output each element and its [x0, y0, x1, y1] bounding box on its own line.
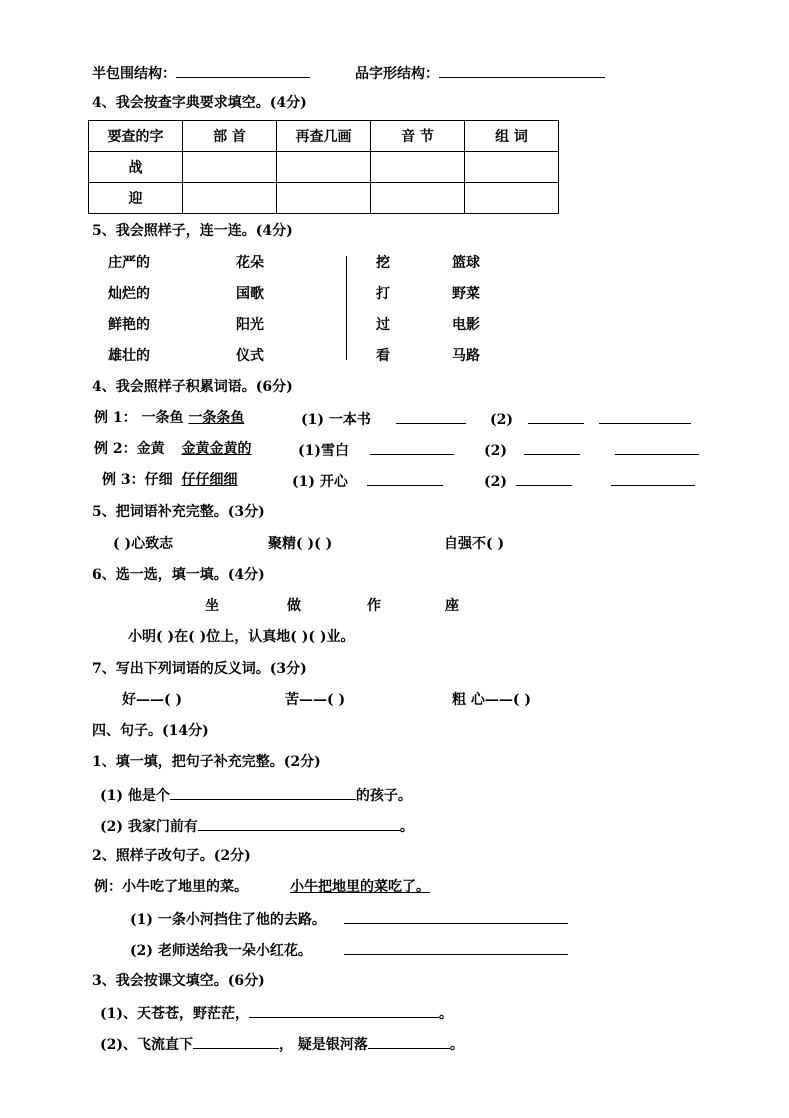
- ex2-item2: [484, 440, 699, 460]
- s1-line1: [100, 785, 412, 805]
- link-right-a-2[interactable]: 过: [376, 317, 390, 333]
- choice-1: 做: [287, 598, 301, 614]
- link-right-a-0[interactable]: 挖: [376, 255, 390, 271]
- ex3-item2: [484, 471, 695, 491]
- header-char: 要查的字: [89, 121, 183, 152]
- table-cell[interactable]: [465, 183, 559, 214]
- header-strokes: 再查几画: [277, 121, 371, 152]
- ex3-item1: [292, 471, 443, 491]
- table-cell[interactable]: [371, 152, 465, 183]
- s3-title: 3、我会按课文填空。(6分): [92, 973, 265, 989]
- s2-title: 2、照样子改句子。(2分): [92, 848, 251, 864]
- s3-line1-pre: (1)、天苍苍，野茫茫，: [100, 1006, 249, 1022]
- pin-structure-text: 品字形结构：: [355, 66, 439, 82]
- ex2-item2-blank-b[interactable]: [615, 440, 699, 455]
- s2-example-label: 例：小牛吃了地里的菜。: [94, 879, 248, 895]
- table-cell[interactable]: [371, 183, 465, 214]
- link-right-b-1[interactable]: 野菜: [452, 286, 480, 302]
- table-cell[interactable]: [183, 152, 277, 183]
- antonym-item-3[interactable]: 粗 心——( ): [452, 692, 531, 708]
- ex1-item2-blank-a[interactable]: [528, 409, 584, 424]
- table-row: [89, 183, 559, 214]
- ex3-item1-text: (1) 开心: [292, 474, 348, 490]
- header-radical: 部 首: [183, 121, 277, 152]
- fill-item-3[interactable]: 自强不( ): [444, 536, 505, 552]
- link-left-b-2[interactable]: 阳光: [236, 317, 264, 333]
- example-3-answer: 仔仔细细: [181, 472, 238, 488]
- ex1-item1-text: (1) 一本书: [301, 412, 371, 428]
- s1-line1-post: 的孩子。: [355, 788, 412, 804]
- s3-line2: [100, 1034, 464, 1054]
- q7-title: 7、写出下列词语的反义词。(3分): [92, 661, 307, 677]
- example-1-answer: 一条条鱼: [188, 410, 245, 426]
- table-header-row: [89, 121, 559, 152]
- section-4-title: 四、句子。(14分): [92, 723, 209, 739]
- s1-line2-post: 。: [399, 819, 414, 835]
- s1-title: 1、填一填，把句子补充完整。(2分): [92, 754, 321, 770]
- link-right-b-0[interactable]: 篮球: [452, 255, 480, 271]
- link-left-b-3[interactable]: 仪式: [236, 348, 264, 364]
- link-left-a-0[interactable]: 庄严的: [108, 255, 150, 271]
- choice-2: 作: [367, 598, 381, 614]
- header-syllable: 音 节: [371, 121, 465, 152]
- ex2-item1: [298, 440, 454, 460]
- s3-line2-post: 。: [449, 1037, 464, 1053]
- ex2-item2-text: (2): [484, 443, 507, 459]
- row-char: 迎: [89, 183, 183, 214]
- link-left-a-2[interactable]: 鲜艳的: [108, 317, 150, 333]
- choice-3: 座: [445, 598, 459, 614]
- s2-example-answer: 小牛把地里的菜吃了。: [290, 879, 430, 895]
- s3-line2-blank-b[interactable]: [368, 1034, 450, 1049]
- example-1: [94, 409, 244, 427]
- q4-dict-title: 4、我会按查字典要求填空。(4分): [92, 95, 307, 111]
- example-3: [102, 471, 238, 489]
- s3-line2-blank-a[interactable]: [193, 1034, 279, 1049]
- ex3-item2-blank-b[interactable]: [611, 471, 695, 486]
- link-left-a-1[interactable]: 灿烂的: [108, 286, 150, 302]
- antonym-item-2[interactable]: 苦——( ): [285, 692, 346, 708]
- q4-words-title: 4、我会照样子积累词语。(6分): [92, 379, 293, 395]
- half-surround-text: 半包围结构：: [92, 66, 176, 82]
- pin-structure-label: [355, 63, 605, 83]
- table-cell[interactable]: [183, 183, 277, 214]
- ex3-item2-blank-a[interactable]: [516, 471, 572, 486]
- link-right-a-1[interactable]: 打: [376, 286, 390, 302]
- example-2-label: 例 2：金黄: [94, 441, 165, 457]
- s1-line1-blank[interactable]: [170, 785, 356, 800]
- s3-line2-mid: ， 疑是银河落: [279, 1037, 368, 1053]
- example-1-word: 一条鱼: [141, 410, 184, 426]
- link-left-b-1[interactable]: 国歌: [236, 286, 264, 302]
- s3-line1-blank[interactable]: [249, 1003, 439, 1018]
- fill-item-1[interactable]: ( )心致志: [113, 536, 174, 552]
- link-right-b-3[interactable]: 马路: [452, 348, 480, 364]
- s2-item1: [130, 909, 568, 929]
- s1-line2-pre: (2) 我家门前有: [100, 819, 198, 835]
- s2-item2-blank[interactable]: [344, 940, 568, 955]
- antonym-item-1[interactable]: 好——( ): [122, 692, 183, 708]
- ex1-item2-blank-b[interactable]: [599, 409, 691, 424]
- ex3-item1-blank[interactable]: [367, 471, 443, 486]
- s1-line1-pre: (1) 他是个: [100, 788, 170, 804]
- ex3-item2-text: (2): [484, 474, 507, 490]
- s2-item1-blank[interactable]: [344, 909, 568, 924]
- s3-line1-post: 。: [439, 1006, 453, 1022]
- ex1-item2-text: (2): [490, 412, 513, 428]
- row-char: 战: [89, 152, 183, 183]
- s3-line1: [100, 1003, 453, 1023]
- choice-0: 坐: [205, 598, 219, 614]
- s2-example: [94, 878, 458, 896]
- ex1-item1: [301, 409, 466, 429]
- ex2-item1-blank[interactable]: [370, 440, 454, 455]
- pin-structure-blank[interactable]: [439, 63, 605, 78]
- s3-line2-pre: (2)、飞流直下: [100, 1037, 193, 1053]
- s1-line2-blank[interactable]: [198, 816, 400, 831]
- q6-title: 6、选一选，填一填。(4分): [92, 567, 265, 583]
- link-left-a-3[interactable]: 雄壮的: [108, 348, 150, 364]
- q6-sentence[interactable]: 小明( )在( )位上，认真地( )( )业。: [128, 629, 355, 645]
- ex1-item2: [490, 409, 691, 429]
- table-cell[interactable]: [277, 152, 371, 183]
- table-cell[interactable]: [277, 183, 371, 214]
- s2-item1-text: (1) 一条小河挡住了他的去路。: [130, 912, 326, 928]
- link-left-b-0[interactable]: 花朵: [236, 255, 264, 271]
- s2-item2: [130, 940, 568, 960]
- half-surround-blank[interactable]: [176, 63, 310, 78]
- example-1-label: 例 1：: [94, 410, 137, 426]
- table-row: [89, 152, 559, 183]
- half-surround-label: [92, 63, 310, 83]
- dictionary-table: [88, 120, 559, 214]
- link-divider: [346, 256, 347, 360]
- example-2-answer: 金黄金黄的: [181, 441, 252, 457]
- link-right-b-2[interactable]: 电影: [452, 317, 480, 333]
- s2-item2-text: (2) 老师送给我一朵小红花。: [130, 943, 312, 959]
- ex2-item1-text: (1)雪白: [298, 443, 349, 459]
- header-words: 组 词: [465, 121, 559, 152]
- ex1-item1-blank[interactable]: [396, 409, 466, 424]
- link-right-a-3[interactable]: 看: [376, 348, 390, 364]
- q5-fill-title: 5、把词语补充完整。(3分): [92, 504, 265, 520]
- ex2-item2-blank-a[interactable]: [524, 440, 580, 455]
- example-3-label: 例 3：仔细: [102, 472, 173, 488]
- table-cell[interactable]: [465, 152, 559, 183]
- fill-item-2[interactable]: 聚精( )( ): [268, 536, 333, 552]
- example-2: [94, 440, 252, 458]
- s1-line2: [100, 816, 414, 836]
- q5-link-title: 5、我会照样子，连一连。(4分): [92, 223, 293, 239]
